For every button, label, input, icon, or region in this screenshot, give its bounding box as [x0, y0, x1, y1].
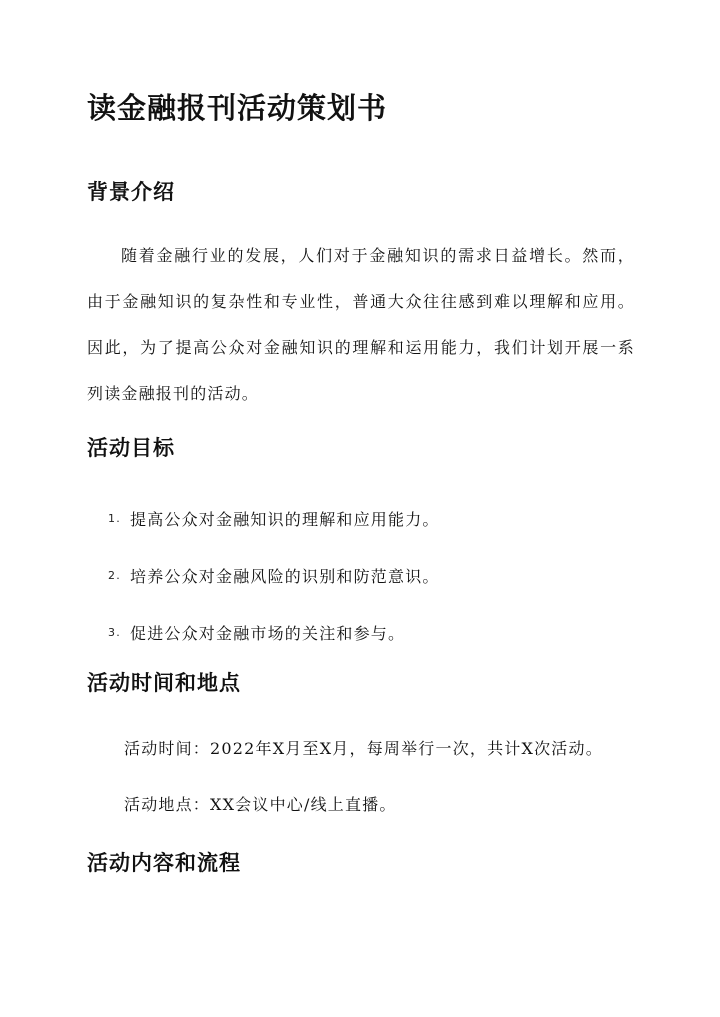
document-title: 读金融报刊活动策划书 — [87, 91, 388, 125]
list-number: 1. — [108, 512, 121, 525]
goals-list — [108, 490, 440, 661]
background-paragraph: 随着金融行业的发展，人们对于金融知识的需求日益增长。然而，由于金融知识的复杂性和专业性，普通大众往往感到难以理解和应用。因此，为了提高公众对金融知识的理解和运用能力，我们计划开展一系列读金融报刊的活动。 — [87, 246, 635, 403]
list-number: 3. — [108, 626, 121, 639]
list-number: 2. — [108, 569, 121, 582]
heading-background: 背景介绍 — [87, 179, 175, 204]
list-text: 培养公众对金融风险的识别和防范意识。 — [130, 567, 440, 586]
list-text: 提高公众对金融知识的理解和应用能力。 — [130, 510, 440, 529]
list-item — [108, 490, 440, 547]
activity-time: 活动时间：2022年X月至X月，每周举行一次，共计X次活动。 — [124, 739, 603, 758]
list-item — [108, 604, 440, 661]
activity-place: 活动地点：XX会议中心/线上直播。 — [124, 795, 397, 814]
heading-goals: 活动目标 — [87, 435, 175, 460]
list-text: 促进公众对金融市场的关注和参与。 — [130, 624, 406, 643]
heading-content: 活动内容和流程 — [87, 850, 241, 875]
list-item — [108, 547, 440, 604]
heading-time-place: 活动时间和地点 — [87, 670, 241, 695]
